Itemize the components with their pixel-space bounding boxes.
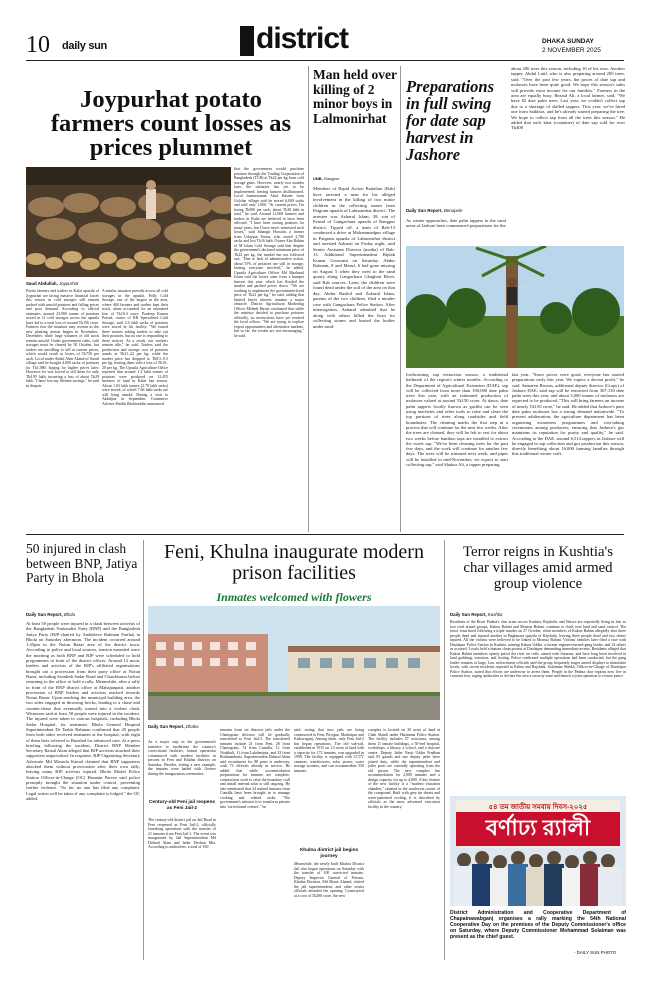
section-logo-block (240, 26, 254, 56)
feni-photo (148, 606, 440, 720)
feni-col1-a: As a major step in the government's initiative to modernize the country's correctional facilities, formal operations commenced with modern facilities in prisons in Feni and Khulna districts on Saturday. Besides, setting a new example, the inmates were hailed with flowers during the inauguration ceremonies. (148, 740, 216, 776)
feni-byline-place: Dhaka (185, 724, 199, 729)
joypurhat-col1: Potato farmers and traders in Kalai upazila of Joypurhat are facing massive financial losses this season as cold storages still remain packed with unsold potatoes and falling prices and poor demand. According to official estimates, around 23,900 tonnes of potatoes stored in 11 cold storages across the upazila have led to a total loss of around Tk156 crore. Farmers fear the situation may worsen as the new planting season begins in November–December, while large volumes of old stock remain unsold. Under government rules, cold storages must be cleared by 30 October, but traders are unwilling to sell at current prices, which would result in losses of Tk750 per sack. Local trader Abdul Alim Akand of Saruil village said he bought 4,000 sacks of potatoes for Tk1,080, hoping for higher prices later. However, he was forced to sell them for only Tk4.95 lakh, incurring a loss of about Tk29 lakh. "I have lost my lifetime savings," he said in despair. (26, 289, 99, 388)
lalmonirhat-byline (313, 176, 339, 181)
jashore-photo (406, 246, 624, 368)
feni-col4: complex is located on 30 acres of land at Chak Alandi under Harintana Police Station. The facility includes 57 structures, among them 11 inmate buildings, a 50-bed hospital, workshops, a library, a school, and a daycare centre. Deputy Jailer Nasir Uddin Pradhan said 83 guards and one deputy jailer have joined duty, while the superintendent and jailer posts are currently operating from the old prison. The new complex has accommodation for 2,000 inmates and a design capacity for up to 4,000. A key feature of the new facility is a "modern visitation chamber," situated in the southwest corner of the compound. Built with grey tin sheets and wave-patterned roofing, it is described by officials as the most advanced execution facility in the country. (368, 728, 440, 809)
rally-banner-main: বর্ণাঢ্য র‍্যালী (485, 815, 591, 840)
potato-storage-illustration (26, 167, 231, 277)
joypurhat-byline-place: Joypurhat (59, 281, 79, 286)
prison-facility-illustration (148, 606, 440, 720)
feni-headline: Feni, Khulna inaugurate modern prison facilities (164, 541, 424, 584)
divider-lalmonirhat-left (308, 66, 309, 532)
joypurhat-photo (26, 167, 231, 277)
jashore-byline-place: Benapole (443, 208, 463, 213)
jashore-byline (406, 208, 462, 213)
jashore-lead: As winter approaches, date palm tappers in the rural areas of Jashore have commenced preparations for the (406, 218, 506, 229)
page-number: 10 (26, 32, 50, 58)
divider-lalmonirhat-right (400, 66, 401, 532)
feni-col1-b: The century-old district jail on Jail Road in Feni reopened as Feni Jail-2, officially launching operations with the transfer of 21 inmates from Feni Jail-1. The event was inaugurated by Jail Superintendent Md Didarul Alam and Jailer Ferdous Mia. According to authorities, a total of 180 (148, 818, 216, 849)
kushtia-byline-place: Kushtia (487, 612, 503, 617)
section-name: district (256, 22, 349, 55)
rally-banner-top: ৫৪ তম জাতীয় সমবায় দিবস-২০২৫ (488, 804, 588, 811)
bhola-byline (26, 612, 75, 617)
jashore-cont2: last year. "Since prices were good, everyone has started preparations early this year. We expect a decent profit," he said. Samaren Biswas, additional deputy director (Crops) of Jashore DAE, said sap will be extracted from 307,130 date palm trees this year, and about 3,000 tonnes of molasses are expected to be produced. "This will bring farmers an income of nearly Tk150 crore," he said. He added that Jashore's pure date palm molasses has a strong demand nationwide. "To prevent adulteration, the agriculture department has been organising awareness programmes and cost-taking ceremonies among producers, ensuring that Jashore's gur maintains its reputation for purity and quality," he said. According to the DAE, around 6,514 tappers in Jashore will be engaged in sap collection and gur production this season, directly benefiting about 16,000 farming families through this traditional winter craft. (512, 372, 624, 457)
lalmonirhat-headline: Man held over killing of 2 minor boys in Lalmonirhat (313, 67, 397, 126)
divider-feni (444, 540, 445, 960)
jashore-cont1: forthcoming sap extraction season, a traditional hallmark of the region's winter months. According to the Department of Agricultural Extension (DAE), sap will be collected from more than 100,000 date palm trees this year, with an estimated production of molasses valued at around Tk150 crore. At dawn, date palm tappers locally known as gachhi can be seen using machetes and other tools to raise and clean the top portions of trees along roadsides and field boundaries. The cleaning marks the first step in a process that will continue for the next few weeks. After the trees are cleaned, they will be left to rest for about two weeks before bamboo taps are installed to extract the sweet sap. "We've been cleaning trees for the past few days, and the work will continue for another few days. The trees will be trimmed next week, and pipes will be installed in mid-November, we expect to start collecting sap," said Shakur Ali, a tapper preparing (406, 372, 508, 468)
joypurhat-byline (26, 281, 78, 286)
kushtia-body: Residents of the River Padma's char areas across Kushtia, Rajshahi, and Natore are reportedly living in fear as two rival armed groups, Kakon Bahini and Montuz Bahini, continue to clash over land and sand control. The terror resurfaced following a triple murder on 27 October, when members of Kakon Bahini allegedly shot three people dead and injured another in Baghmara upazila of Rajshahi, leaving three people dead and two others injured. All the victims were believed to be linked to Montuz Bahini. Victims' families later filed a case with Daulatpur Police Station in Kushtia, naming Kakon Uddin, a former engineer-turned-gang leader, and 23 others as accused. Locals held a human chain protest at Daulatpur demanding immediate arrests. Residents alleged that Kakon Bahini members openly patrol the river on cuffs, armed with firearms, and have long been involved in land grabbing, extortion, and looting. Police confirmed multiple operations had been conducted, but the gang leader remains at large. Law enforcement officials said the group frequently stages armed displays to intimidate locals, with recent incidents reported in Pabna and Rajshahi. Solaiman Sheikh, Officer-in-Charge of Daulatpur Police Station, stated that efforts are underway to arrest them. People in the Padma char regions now live in constant fear, urging authorities to declare the area a security zone and launch a joint operation to restore peace. (450, 620, 626, 678)
feni-byline (148, 724, 199, 729)
lalmonirhat-body: Members of Rapid Action Battalion (Rab) have arrested a man for his alleged involvement in the killing of two minor children in the collecting stones from Patgram upazila of Lalmonirhat district. The arrestee was Azharul Islam, 38, son of Fensul of Gangachara upazila of Rangpur district. Tipped off, a team of Rab-13 conducted a drive at Mohammadpur village in Patgram upazila of Lalmonirhat district and arrested Azharul on Friday night, said Senior Assistant Director (media) of Rab-13, Additional Superintendent Biplab Kumar Goswami on Saturday. Abdur Rahman, 8 and Maruf, 6 had gone missing on August 5 when they went to the sand quarry along Gangachara Ghagbari River, said Rab sources. Later, the children were found dead under the soil of the area on that day. Abdur Rashid and Zakarul Islam, parents of the two children, filed a murder case with Gangachara Police Station. After interrogation, Azharul admitted that he along with others killed the boys for collecting stones and buried the bodies under sand. (313, 186, 395, 329)
jashore-byline-name: Daily Sun Report, (406, 208, 443, 213)
joypurhat-byline-name: Saud Abdullah, (26, 281, 58, 286)
cooperative-rally-photo (450, 796, 626, 906)
jashore-headline: Preparations in full swing for date sap harvest in Jashore (406, 77, 495, 164)
masthead-date: 2 NOVEMBER 2025 (542, 47, 601, 54)
cooperative-photo-credit: - DAILY SUN PHOTO (574, 950, 617, 955)
kushtia-byline-name: Daily Sun Report, (450, 612, 487, 617)
joypurhat-col2: A similar situation prevails across all cold storages in the upazila. Polly Cold Storage, one of the largest in the area, where 460 farmers and traders kept their stock, alone accounted for an estimated loss of Tk10.4 crore. Pradeep Kumar Prasad, owner of RB Specialised Cold Storage, said 2.6 lakh sacks of potatoes were stored in his facility. "We issued three notices asking traders to take out their potatoes, but no one is responding to these notices. As a result, our workers remain idle," he said. Traders said the production and storage cost of potatoes stands at Tk21–22 per kg, while the market price has dropped to Tk8.5–9.5 per kg, leaving them with a loss of Tk10–20 per kg. The Upazila Agriculture Office reported that around 1.3 lakh tonnes of potatoes were produced on 12,455 hectares of land in Kalai last season. About 1.03 lakh tonnes (2.78 lakh sacks) were stored, of which 7.66 lakh sacks are still lying unsold. During a visit to Akkelpur in September, Commerce Adviser Sheikh Bashiruddin announced (102, 289, 168, 406)
bhola-byline-place: Bhola (63, 612, 76, 617)
lalmonirhat-byline-name: UNB, (313, 176, 323, 181)
feni-col3-a: said, noting that new jails are being constructed in Feni, Pirojpur, Madaripur and Kishoreganj. Among them, only Feni Jail-2 has begun operations. The old sub-jail, established in 1915 on 1.5 acres of land with a capacity for 172 inmates, was upgraded in 1998. The facility is equipped with CCTV cameras, watchtowers, solar power, water storage systems, and can accommodate 550 inmates. (294, 728, 364, 773)
kushtia-headline: Terror reigns in Kushtia's char villages amid armed group violence (463, 544, 613, 592)
masthead-city-day: DHAKA SUNDAY (542, 38, 594, 45)
bhola-byline-name: Daily Sun Report, (26, 612, 63, 617)
feni-col2: inmates from six districts jails under the Chattogram division will be gradually transferred to Feni Jail-2. The transferred inmates include 21 from Feni, 26 from Chattogram, 74 from Cumilla, 11 from Noakhali, 11 from Lakshmipur, and 33 from Brahmanbaria. Superintendent Didarul Alam said recruitment for 88 posts is underway, with 73 officials already in service. He added that while accommodation preparations for inmates are complete, construction work to raise the boundary wall and install internal solar is still ongoing. He also mentioned that 24 trained inmates from Cumilla have been brought in to manage cooking and related tasks. "The government's mission is to transform prisons into 'correctional centres'," he (220, 728, 290, 809)
joypurhat-col3: that the government would purchase potatoes through the Trading Corporation of Bangladesh (TCB) at Tk22 per kg from cold storage gates. However, nearly two months later, the initiative has yet to be implemented, leaving farmers disillusioned. Local businessman Abul Hasnet from Golchar village said he stored 6,000 sacks and sold only 1,000. "At current prices, I'm losing Tk900 per sack, about Tk30 lakh in total," he said. Around 12,000 farmers and traders in Kalai are believed to have been affected. "I have been storing potatoes for many years, but I have never witnessed such losses," said Jahangir Hossain, a farmer from Udaypur Union, who stored 2,700 sacks and lost Tk16 lakh. Owner Abu Rahim of M Islam Cold Storage said that despite the government's declared minimum price of Tk22 per kg, the market has not followed suit. "Due to lack of administrative action, about 55% of potatoes are still in storage, hurting everyone involved," he added. Upazila Agriculture Officer Md Mazharul Islam said the losses stem from a bumper harvest this year, which has flooded the market and pushed prices down. "We are working to implement the government-fixed price of Tk22 per kg," he said, adding that limited buyer interest remains a major obstacle. District Agricultural Marketing Officer Mehedi Hasan confirmed that while the ministry decided to purchase potatoes officially, no instructions have yet reached the local offices. "We are trying to explore export opportunities and alternative markets, but so far, the results are not encouraging," he said. (234, 167, 304, 338)
jashore-right-col: about 200 trees this season, including 10 of his own. Another tapper, Abdul Latif, who is also preparing around 200 trees, said, "Over the past few years, the prices of date sap and molasses have been quite good. We hope this season's sales will provide extra income for our families." Farmers in the area are equally busy. Rezaul Ali, a local farmer, said, "We have 82 date palm trees. Last year, we couldn't collect sap due to a shortage of skilled tappers. This year, we've hired one from Satkhira, and he's already started preparing the tree. We hope to collect sap from all the trees this season." He added that each khar (container) of date sap sold for over Tk400 (511, 66, 625, 131)
feni-col3-b: Meanwhile, the newly built Khulna District Jail also began operations on Saturday with the transfer of 100 convicted inmates. Deputy Inspector General of Prisons, Khulna Division, Md Monir Ahmed, visited the jail superintendent, and other senior officials attended the opening. Constructed at a cost of Tk288 crore, the new (294, 862, 364, 898)
divider-bhola (143, 540, 144, 960)
feni-subhead: Inmates welcomed with flowers (216, 590, 372, 604)
feni-byline-name: Daily Sun Report, (148, 724, 185, 729)
date-palm-tapper-illustration (406, 246, 624, 368)
joypurhat-headline: Joypurhat potato farmers count losses as prices plummet (50, 86, 292, 161)
feni-subhead-2: Khulna district jail begins journey (299, 848, 359, 859)
feni-subhead-1: Century-old Feni jail reopens as Feni Jail-2 (148, 800, 216, 811)
kushtia-byline (450, 612, 502, 617)
cooperative-caption: District Administration and Cooperative Department of Chapainawabganj organises a rally marking the 54th National Cooperative Day on the premises of the Deputy Commissioner's office on Saturday, where Deputy Commissioner Mohammad Solaiman was present as the chief guest. (450, 910, 626, 940)
bhola-headline: 50 injured in clash between BNP, Jatiya Party in Bhola (26, 541, 138, 585)
bhola-body: At least 50 people were injured in a clash between activists of the Bangladesh Nationalist Party (BNP) and the Bangladesh Jatiya Party (BJP-chaired by Andaleeve Rahman Partha) in Bhola on Saturday afternoon. The incident occurred around 1:45pm in the Notun Bazar area of the district town. According to police and local sources, tension mounted since the morning as both BNP and BJP were scheduled to hold programmes in front of the district offices. Around 12 noon, leaders and activists of the BJP's affiliated organisations brought out a procession from their party office at Notun Bazar, including Swadesh Sadar Road and Chawkbazar before returning to the office to hold a rally. Meanwhile, after a rally in front of the BNP district office at Mahajanpatti, another procession of BNP leaders and activists reached towards Notun Bazar. Upon reaching the municipal building area, the two sides engaged in throwing bricks, leading to a chase and counter-chase that eventually turned into a violent clash. Witnesses said at least 50 people were injured in the incident. The injured were taken to various hospitals, including Bhola Sadar Hospital, for treatment. Bhola General Hospital Superintendent Dr Tazbir Rahman confirmed that 45 people from both sides received treatment at the hospital, with eight of them later referred to Barishal for advanced care. At a press briefing following the incident, District BNP Member Secretary Raisul Alam alleged that BJP activists attacked their supporters unprovoked. In response, BJP Organising Secretary Advocate Md Mostofa Kamal claimed that BNP supporters attacked them without provocation after their own rally, leaving many BJP activists injured. Bhola Model Police Station Officer-in-Charge (OC) Hasnain Parvez said police promptly brought the situation under control, preventing further violence. "So far, no one has filed any complaint. Legal action will be taken if any complaint is lodged," the OC added. (26, 621, 140, 801)
masthead-rule (26, 60, 624, 61)
lalmonirhat-byline-place: Rangpur (323, 176, 340, 181)
paper-name: daily sun (62, 40, 107, 52)
mid-page-rule (26, 534, 624, 535)
